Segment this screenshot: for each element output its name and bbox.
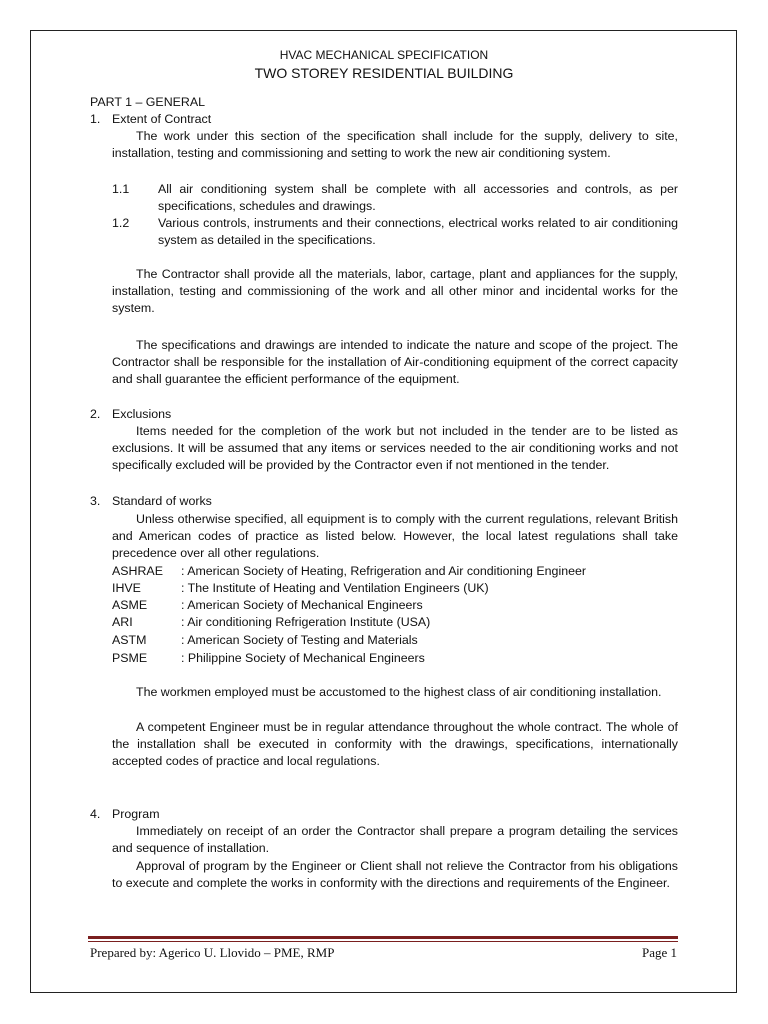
standard-abbr: PSME: [112, 651, 148, 665]
footer-prepared-by: Prepared by: Agerico U. Llovido – PME, RMP: [90, 945, 335, 960]
standard-abbr: ASME: [112, 598, 148, 612]
standard-desc: : American Society of Testing and Materials: [181, 633, 418, 647]
section-4-title: Program: [112, 807, 160, 821]
standard-abbr: ASTM: [112, 633, 147, 647]
footer-rule-thin: [88, 941, 678, 942]
standard-desc: : American Society of Mechanical Engineers: [181, 598, 423, 612]
section-1-number: 1.: [90, 112, 101, 126]
section-3-title: Standard of works: [112, 494, 212, 508]
footer-page-number: Page 1: [641, 945, 677, 960]
footer-rule-thick: [88, 936, 678, 939]
section-1-paragraph-2: The Contractor shall provide all the materials, labor, cartage, plant and appliances for the supply, installation, testing and commissioning of the work and all other minor and incidental works for the system.: [112, 267, 678, 315]
section-1-title: Extent of Contract: [112, 112, 212, 126]
section-3-body: Unless otherwise specified, all equipment is to comply with the current regulations, relevant British and American codes of practice as listed below. However, the local latest regulations shall take precedence over all other regulations.: [112, 512, 678, 560]
section-4-paragraph-2: Approval of program by the Engineer or Client shall not relieve the Contractor from his obligations to execute and complete the works in conformity with the directions and requirements of the Engineer.: [112, 859, 678, 890]
standard-abbr: ARI: [112, 615, 133, 629]
subitem-1-1-label: 1.1: [112, 182, 130, 196]
section-4-number: 4.: [90, 807, 101, 821]
standard-desc: : The Institute of Heating and Ventilation Engineers (UK): [181, 581, 489, 595]
standard-desc: : Air conditioning Refrigeration Institute (USA): [181, 615, 431, 629]
section-1-intro: The work under this section of the specification shall include for the supply, delivery to site, installation, testing and commissioning and setting to work the new air conditioning system.: [112, 129, 678, 160]
doc-title-large: TWO STOREY RESIDENTIAL BUILDING: [254, 65, 514, 81]
subitem-1-2-label: 1.2: [112, 216, 130, 230]
part-heading: PART 1 – GENERAL: [90, 95, 206, 109]
standard-desc: : Philippine Society of Mechanical Engineers: [181, 651, 425, 665]
section-4-paragraph-1: Immediately on receipt of an order the Contractor shall prepare a program detailing the services and sequence of installation.: [112, 824, 678, 855]
section-1-paragraph-3: The specifications and drawings are intended to indicate the nature and scope of the project. The Contractor shall be responsible for the installation of Air-conditioning equipment of the correct capacity and shall guarantee the efficient performance of the equipment.: [112, 338, 678, 386]
standard-abbr: ASHRAE: [112, 564, 163, 578]
section-2-body: Items needed for the completion of the work but not included in the tender are to be listed as exclusions. It will be assumed that any items or services needed to the air conditioning works and not specifically excluded will be provided by the Contractor even if not mentioned in the tender.: [112, 424, 678, 472]
subitem-1-1-text: All air conditioning system shall be complete with all accessories and controls, as per specifications, schedules and drawings.: [158, 182, 678, 213]
section-3-workmen-paragraph: The workmen employed must be accustomed to the highest class of air conditioning installation.: [136, 685, 662, 699]
section-2-title: Exclusions: [112, 407, 172, 421]
section-2-number: 2.: [90, 407, 101, 421]
standard-desc: : American Society of Heating, Refrigeration and Air conditioning Engineer: [181, 564, 586, 578]
section-3-engineer-paragraph: A competent Engineer must be in regular attendance throughout the whole contract. The whole of the installation shall be executed in conformity with the drawings, specifications, internationally accepted codes of practice and local regulations.: [112, 720, 678, 768]
doc-title-small: HVAC MECHANICAL SPECIFICATION: [279, 48, 489, 62]
section-3-number: 3.: [90, 494, 101, 508]
subitem-1-2-text: Various controls, instruments and their connections, electrical works related to air conditioning system as detailed in the specifications.: [158, 216, 678, 247]
standard-abbr: IHVE: [112, 581, 141, 595]
